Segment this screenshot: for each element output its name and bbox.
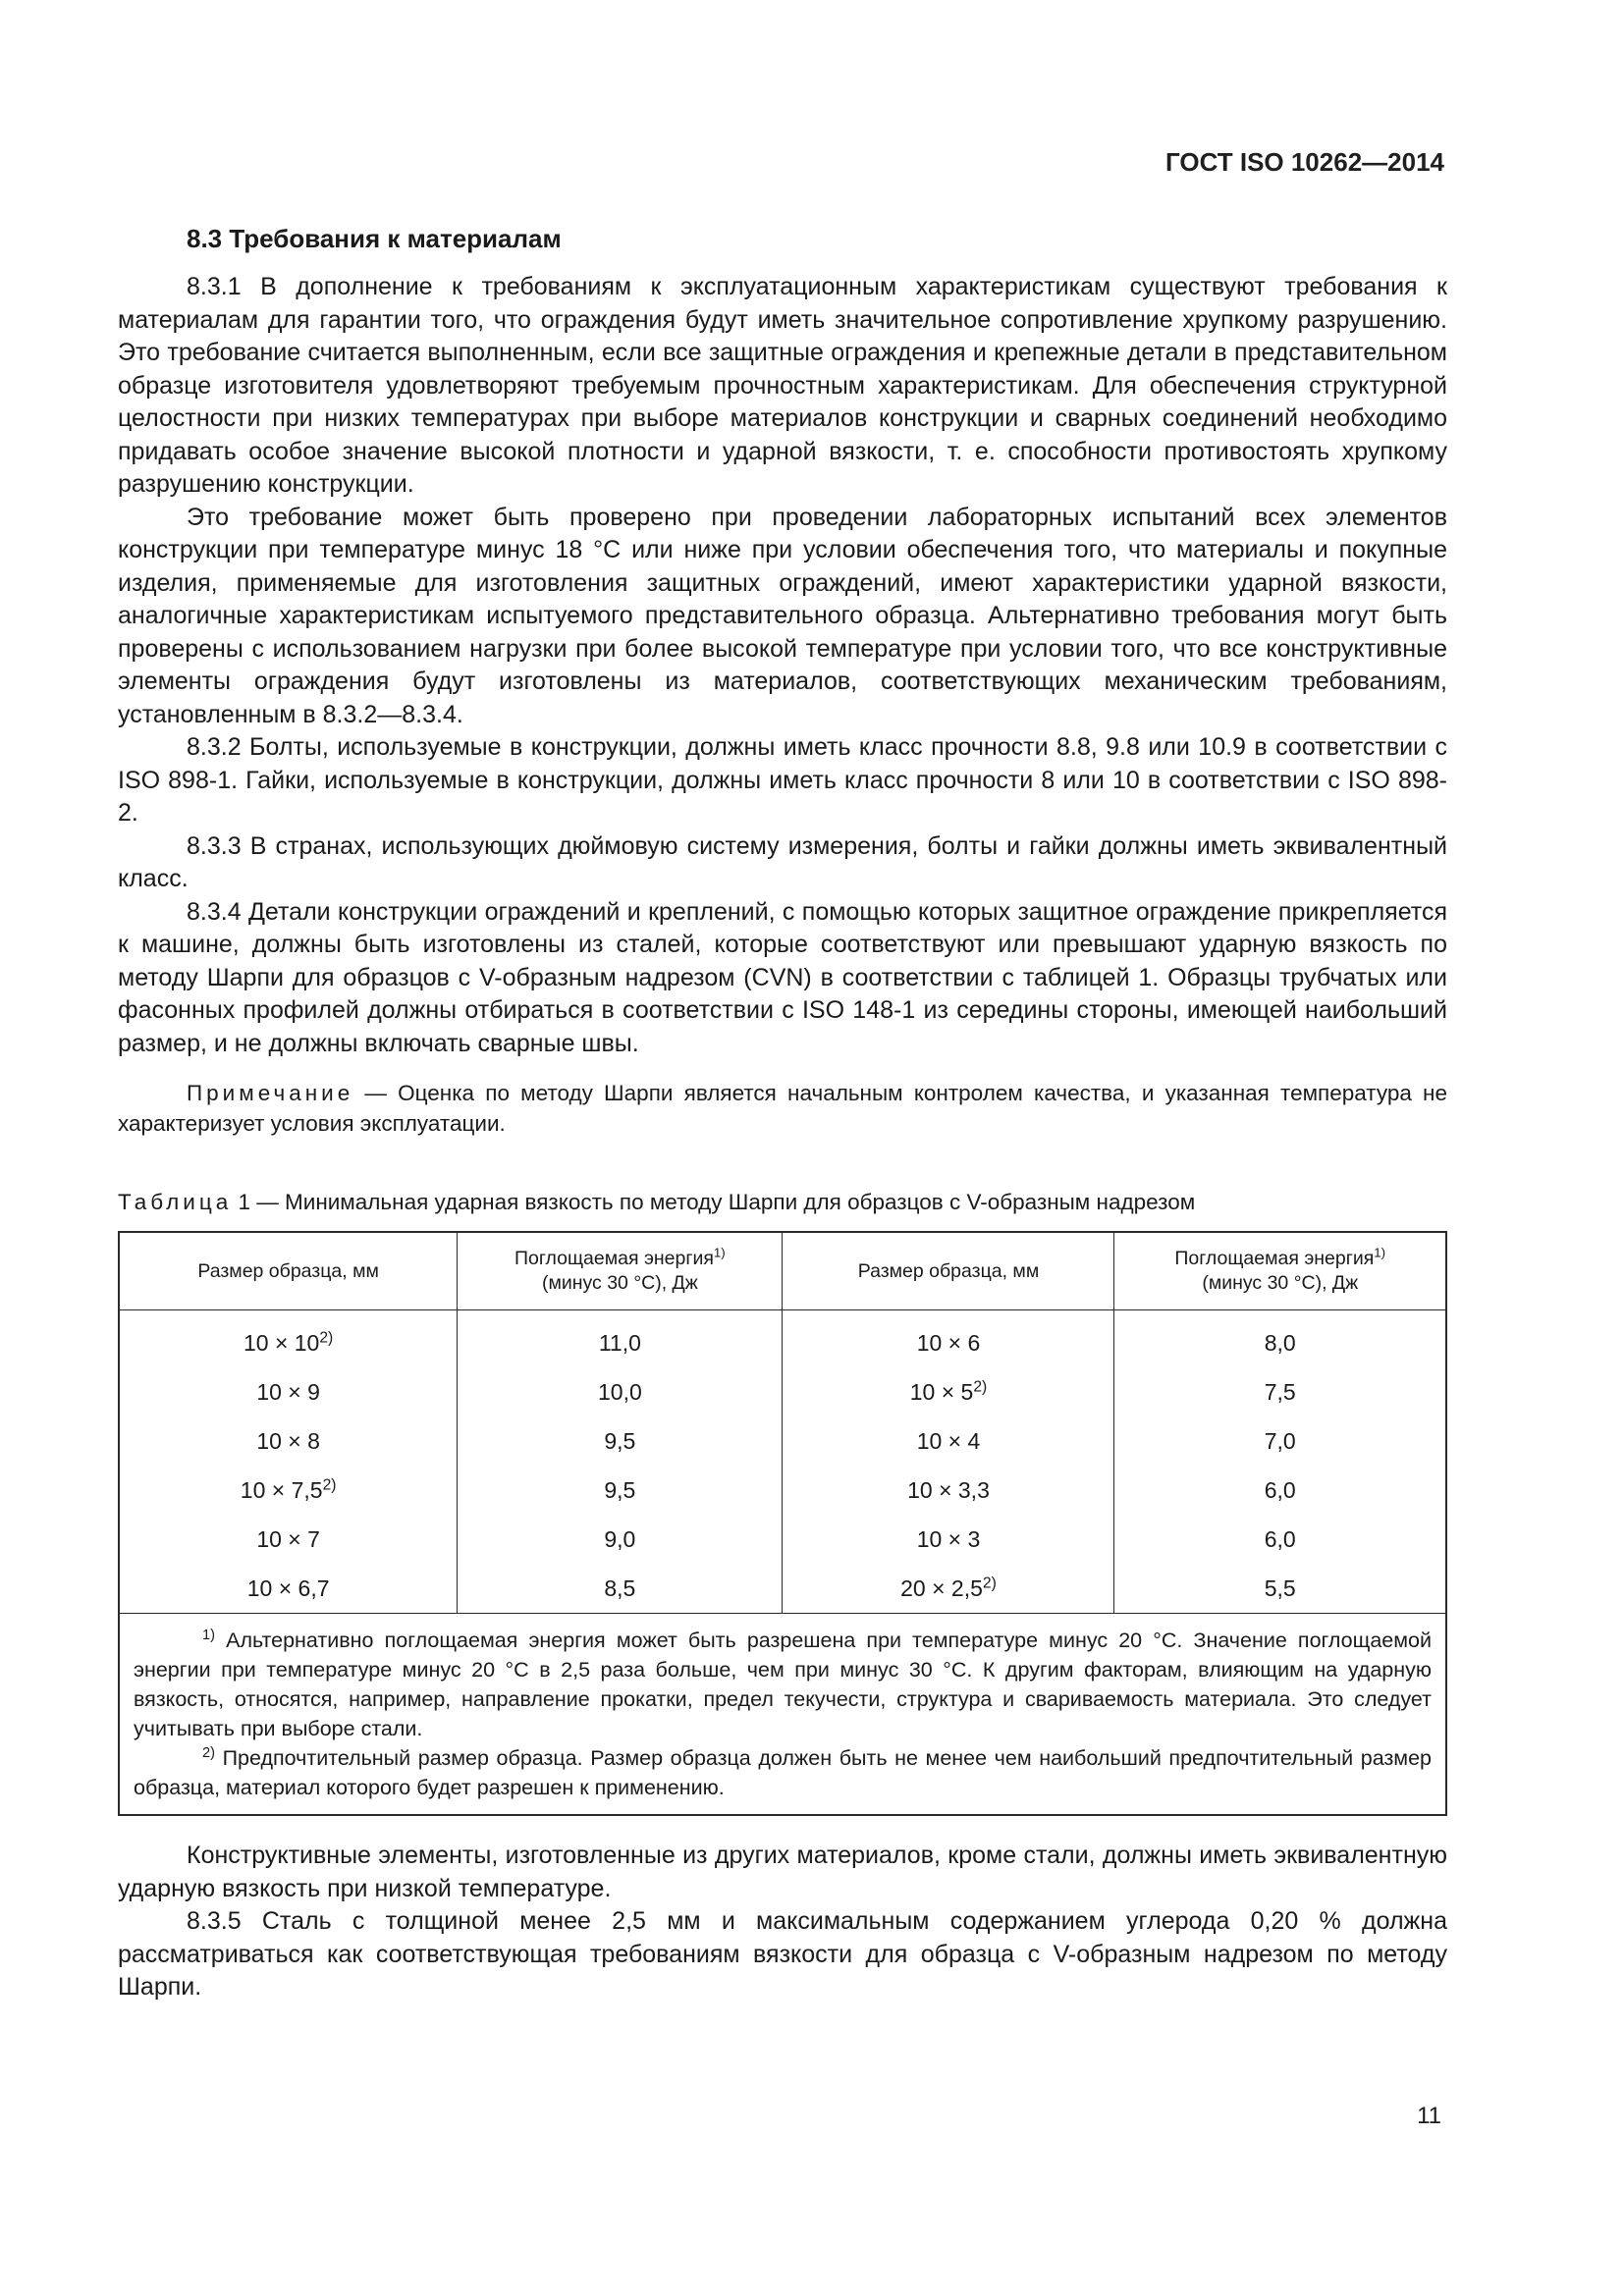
page-content: [118, 222, 1447, 2004]
cell-energy: 6,0: [1114, 1515, 1446, 1564]
table-row: [119, 1416, 1446, 1466]
cell-energy: 10,0: [458, 1367, 783, 1416]
cell-energy: 8,5: [458, 1564, 783, 1614]
cell-size: 10 × 7: [119, 1515, 458, 1564]
cell-energy: 9,0: [458, 1515, 783, 1564]
paragraph-8-3-1: 8.3.1 В дополнение к требованиям к эксплуатационным характеристикам существуют требования к материалам для гарантии того, что ограждения будут иметь значительное сопротивление хрупкому разрушению. Это требование считается выполненным, если все защитные ограждения и крепежные детали в представительном образце изготовителя удовлетворяют требуемым прочностным характеристикам. Для обеспечения структурной целостности при низких температурах при выборе материалов конструкции и сварных соединений необходимо придавать особое значение высокой плотности и ударной вязкости, т. е. способности противостоять хрупкому разрушению конструкции.: [118, 273, 1447, 498]
cell-size: $10 \times 7,5^{2)}$: [119, 1466, 458, 1515]
charpy-table: [118, 1231, 1447, 1816]
cell-size: 10 × 6: [783, 1310, 1114, 1368]
paragraph-8-3-3: 8.3.3 В странах, использующих дюймовую систему измерения, болты и гайки должны иметь эквивалентный класс.: [118, 831, 1447, 892]
table-row: [119, 1466, 1446, 1515]
cell-energy: 6,0: [1114, 1466, 1446, 1515]
document-header: ГОСТ ISO 10262—2014: [1164, 147, 1444, 177]
paragraph-verification: Это требование может быть проверено при проведении лабораторных испытаний всех элементов конструкции при температуре минус 18 °С или ниже при условии обеспечения того, что материалы и покупные изделия, применяемые для изготовления защитных ограждений, имеют характеристики ударной вязкости, аналогичные характеристикам испытуемого представительного образца. Альтернативно требования могут быть проверены с использованием нагрузки при более высокой температуре при условии того, что все конструктивные элементы ограждения будут изготовлены из материалов, соответствующих механическим требованиям, установленным в 8.3.2—8.3.4.: [118, 503, 1447, 728]
paragraph-8-3-2: 8.3.2 Болты, используемые в конструкции, должны иметь класс прочности 8.8, 9.8 или 10.9 в соответствии с ISO 898-1. Гайки, используемые в конструкции, должны иметь класс прочности 8 или 10 в соответствии с ISO 898-2.: [118, 733, 1447, 827]
header-energy-2: Поглощаемая энергия$^{1)}$ (минус 30 °С), Дж: [1114, 1232, 1446, 1310]
section-title: 8.3 Требования к материалам: [187, 224, 562, 253]
table-caption: [118, 1188, 1447, 1217]
cell-energy: 11,0: [458, 1310, 783, 1368]
cell-size: 10 × 6,7: [119, 1564, 458, 1614]
cell-energy: 7,0: [1114, 1416, 1446, 1466]
cell-size: $10 \times 10^{2)}$: [119, 1310, 458, 1368]
note-text: — Оценка по методу Шарпи является начальным контролем качества, и указанная температура не характеризует условия эксплуатации.: [118, 1081, 1447, 1136]
table-row: [119, 1367, 1446, 1416]
table-caption-text: 1 — Минимальная ударная вязкость по методу Шарпи для образцов с V-образным надрезом: [232, 1190, 1196, 1214]
cell-size: 10 × 8: [119, 1416, 458, 1466]
cell-size: $20 \times 2,5^{2)}$: [783, 1564, 1114, 1614]
cell-energy: 9,5: [458, 1466, 783, 1515]
cell-size: 10 × 4: [783, 1416, 1114, 1466]
table-row: [119, 1515, 1446, 1564]
footnote-2: $^{2)}$ Предпочтительный размер образца. Размер образца должен быть не менее чем наибольший предпочтительный размер образца, материал которого будет разрешен к применению.: [134, 1744, 1432, 1799]
cell-size: 10 × 3,3: [783, 1466, 1114, 1515]
note-label: Примечание: [187, 1081, 354, 1105]
header-size-1: Размер образца, мм: [119, 1232, 458, 1310]
header-size-2: Размер образца, мм: [783, 1232, 1114, 1310]
cell-energy: 8,0: [1114, 1310, 1446, 1368]
paragraph-8-3-4: 8.3.4 Детали конструкции ограждений и креплений, с помощью которых защитное ограждение прикрепляется к машине, должны быть изготовлены из сталей, которые соответствуют или превышают ударную вязкость по методу Шарпи для образцов с V-образным надрезом (CVN) в соответствии с таблицей 1. Образцы трубчатых или фасонных профилей должны отбираться в соответствии с ISO 148-1 из середины стороны, имеющей наибольший размер, и не должны включать сварные швы.: [118, 897, 1447, 1057]
table-caption-label: Таблица: [118, 1190, 233, 1214]
cell-size: $10 \times 5^{2)}$: [783, 1367, 1114, 1416]
cell-energy: 5,5: [1114, 1564, 1446, 1614]
footnote-1: $^{1)}$ Альтернативно поглощаемая энергия может быть разрешена при температуре минус 20 °С. Значение поглощаемой энергии при температуре минус 20 °С в 2,5 раза больше, чем при минус 30 °С. К другим факторам, влияющим на ударную вязкость, относятся, например, направление прокатки, предел текучести, структура и свариваемость материала. Это следует учитывать при выборе стали.: [134, 1627, 1432, 1740]
table-header-row: [119, 1232, 1446, 1310]
cell-size: 10 × 9: [119, 1367, 458, 1416]
paragraph-8-3-5: 8.3.5 Сталь с толщиной менее 2,5 мм и максимальным содержанием углерода 0,20 % должна рассматриваться как соответствующая требованиям вязкости для образца с V-образным надрезом по методу Шарпи.: [118, 1907, 1447, 2001]
paragraph-other-materials: Конструктивные элементы, изготовленные из других материалов, кроме стали, должны иметь эквивалентную ударную вязкость при низкой температуре.: [118, 1842, 1447, 1902]
table-row: [119, 1564, 1446, 1614]
header-energy-1: Поглощаемая энергия$^{1)}$ (минус 30 °С), Дж: [458, 1232, 783, 1310]
cell-energy: 9,5: [458, 1416, 783, 1466]
cell-energy: 7,5: [1114, 1367, 1446, 1416]
table-row: [119, 1310, 1446, 1368]
cell-size: 10 × 3: [783, 1515, 1114, 1564]
page-number: 11: [1417, 2103, 1441, 2129]
table-footnotes-row: [119, 1614, 1446, 1816]
note: [118, 1078, 1447, 1139]
table-footnotes: [119, 1614, 1446, 1816]
